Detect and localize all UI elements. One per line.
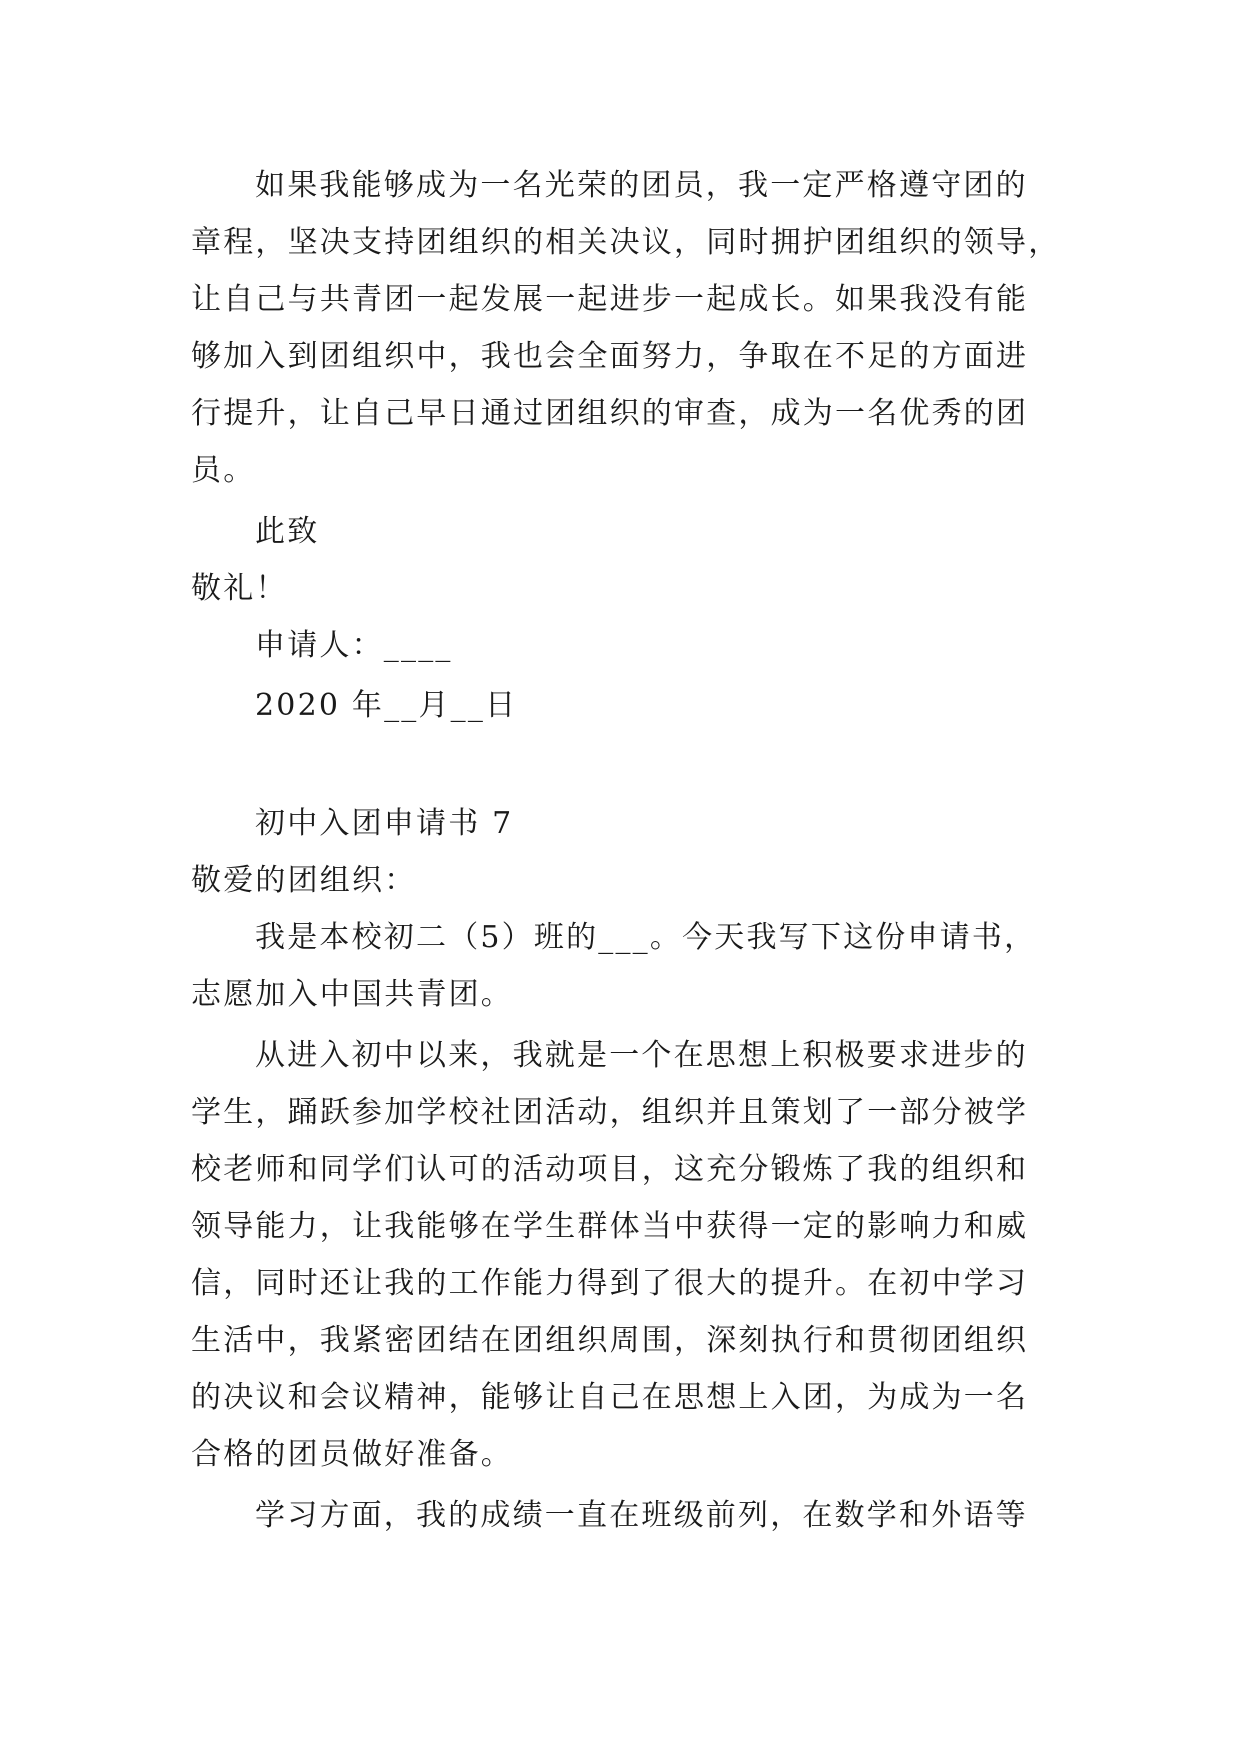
paragraph-line: 够加入到团组织中，我也会全面努力，争取在不足的方面进 (191, 339, 1029, 374)
paragraph-line: 我是本校初二（5）班的___。今天我写下这份申请书， (255, 920, 1037, 955)
applicant-line: 申请人：____ (255, 628, 453, 663)
paragraph-line: 的决议和会议精神，能够让自己在思想上入团，为成为一名 (191, 1380, 1029, 1415)
closing-text: 此致 (255, 514, 320, 549)
paragraph-line: 信，同时还让我的工作能力得到了很大的提升。在初中学习 (191, 1266, 1029, 1301)
salute-text: 敬礼！ (191, 571, 288, 606)
paragraph-line: 行提升，让自己早日通过团组织的审查，成为一名优秀的团 (191, 396, 1029, 431)
paragraph-line: 员。 (191, 453, 256, 488)
paragraph-line: 志愿加入中国共青团。 (191, 977, 513, 1012)
paragraph-line: 学习方面，我的成绩一直在班级前列，在数学和外语等 (255, 1498, 1028, 1533)
paragraph-line: 从进入初中以来，我就是一个在思想上积极要求进步的 (255, 1038, 1028, 1073)
paragraph-line: 章程，坚决支持团组织的相关决议，同时拥护团组织的领导， (191, 225, 1061, 260)
paragraph-line: 校老师和同学们认可的活动项目，这充分锻炼了我的组织和 (191, 1152, 1029, 1187)
paragraph-line: 领导能力，让我能够在学生群体当中获得一定的影响力和威 (191, 1209, 1029, 1244)
paragraph-line: 合格的团员做好准备。 (191, 1437, 513, 1472)
date-line: 2020 年__月__日 (255, 688, 518, 723)
paragraph-line: 学生，踊跃参加学校社团活动，组织并且策划了一部分被学 (191, 1095, 1029, 1130)
paragraph-line: 生活中，我紧密团结在团组织周围，深刻执行和贯彻团组织 (191, 1323, 1029, 1358)
greeting: 敬爱的团组织： (191, 863, 417, 898)
paragraph-line: 让自己与共青团一起发展一起进步一起成长。如果我没有能 (191, 282, 1029, 317)
paragraph-line: 如果我能够成为一名光荣的团员，我一定严格遵守团的 (255, 168, 1028, 203)
section-title: 初中入团申请书 7 (255, 806, 514, 841)
